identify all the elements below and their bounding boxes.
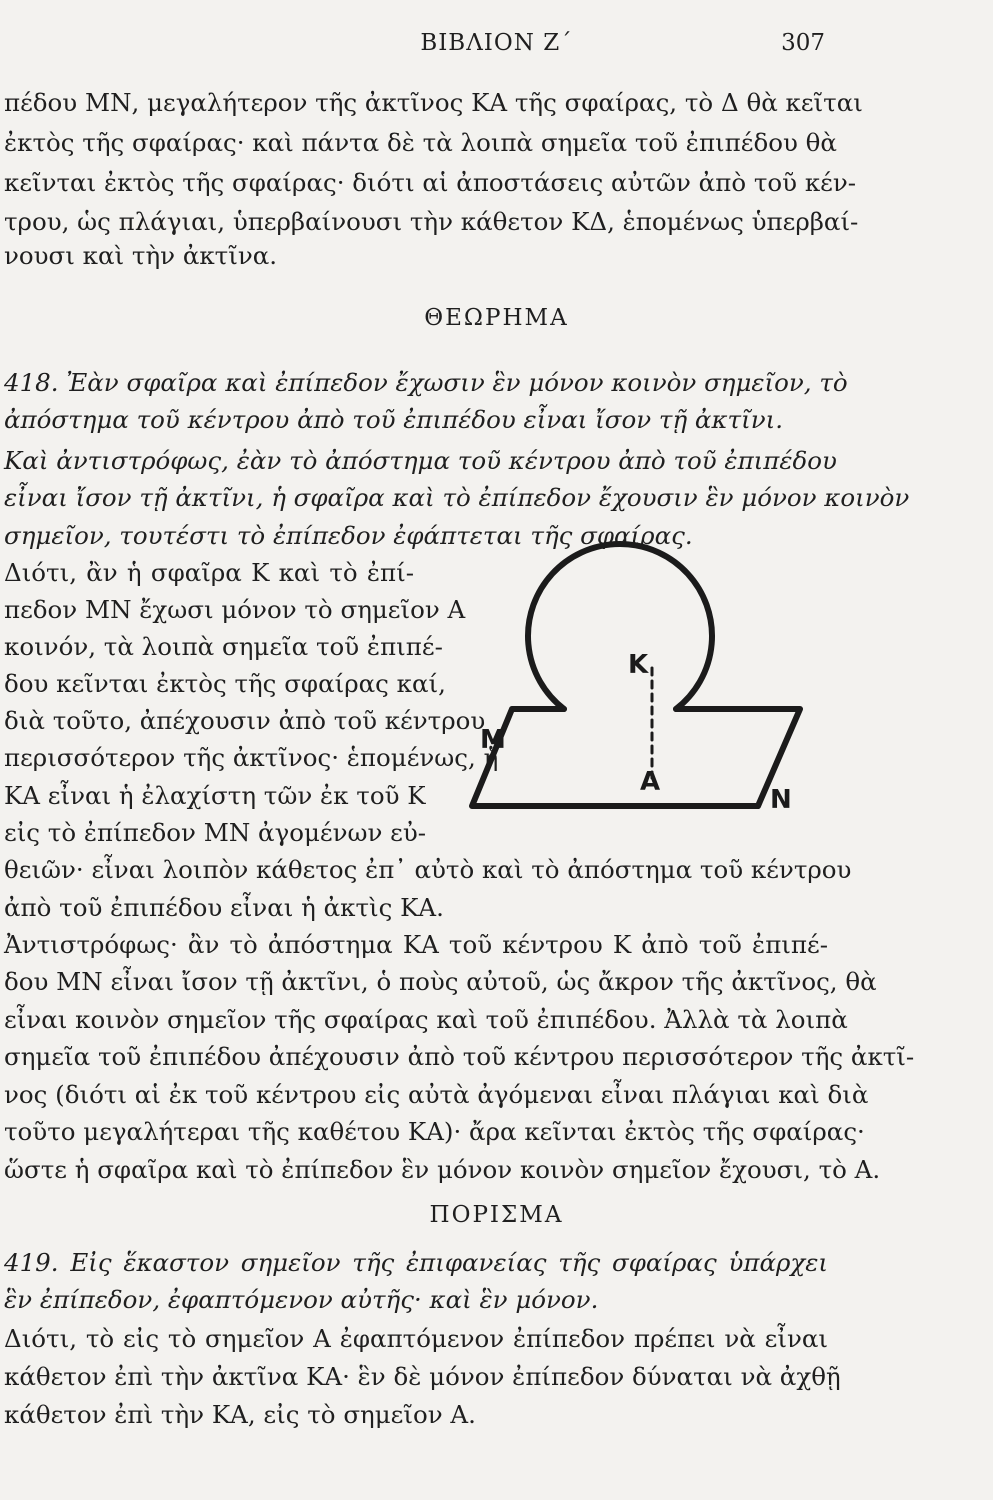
- proof-line: δου κεῖνται ἐκτὸς τῆς σφαίρας καί,: [4, 669, 446, 698]
- running-title: ΒΙΒΛΙΟΝ Ζ΄: [420, 30, 573, 56]
- text-line: ἐκτὸς τῆς σφαίρας· καὶ πάντα δὲ τὰ λοιπὰ σημεῖα τοῦ ἐπιπέδου θὰ: [4, 128, 837, 157]
- proof-line: Διότι, ἂν ἡ σφαῖρα Κ καὶ τὸ ἐπί-: [4, 558, 414, 587]
- plane-outline: [472, 709, 800, 806]
- page-number: 307: [781, 30, 825, 56]
- converse-proof-line: δου ΜΝ εἶναι ἴσον τῇ ἀκτῖνι, ὁ ποὺς αὐτοῦ, ὡς ἄκρον τῆς ἀκτῖνος, θὰ: [4, 967, 877, 996]
- converse-proof-line: τοῦτο μεγαλήτεραι τῆς καθέτου ΚΑ)· ἄρα κεῖνται ἐκτὸς τῆς σφαίρας·: [4, 1117, 865, 1146]
- converse-proof-line: Ἀντιστρόφως· ἂν τὸ ἀπόστημα ΚΑ τοῦ κέντρου Κ ἀπὸ τοῦ ἐπιπέ-: [4, 930, 828, 959]
- figure-svg: [470, 578, 815, 838]
- proof-line: πεδον ΜΝ ἔχωσι μόνον τὸ σημεῖον Α: [4, 595, 466, 624]
- theorem-statement-line: ἀπόστημα τοῦ κέντρου ἀπὸ τοῦ ἐπιπέδου εἶναι ἴσον τῇ ἀκτῖνι.: [4, 405, 783, 434]
- label-m: Μ: [480, 725, 506, 755]
- sphere-outline: [528, 544, 712, 709]
- corollary-proof-line: Διότι, τὸ εἰς τὸ σημεῖον Α ἐφαπτόμενον ἐπίπεδον πρέπει νὰ εἶναι: [4, 1324, 828, 1353]
- text-line: πέδου ΜΝ, μεγαλήτερον τῆς ἀκτῖνος ΚΑ τῆς σφαίρας, τὸ Δ θὰ κεῖται: [4, 88, 863, 117]
- proof-line: διὰ τοῦτο, ἀπέχουσιν ἀπὸ τοῦ κέντρου: [4, 706, 486, 735]
- sphere-tangent-plane-figure: [470, 578, 815, 838]
- label-n: Ν: [770, 785, 792, 815]
- corollary-proof-line: κάθετον ἐπὶ τὴν ἀκτῖνα ΚΑ· ἓν δὲ μόνον ἐπίπεδον δύναται νὰ ἀχθῇ: [4, 1362, 841, 1391]
- proof-line: θειῶν· εἶναι λοιπὸν κάθετος ἐπ᾿ αὐτὸ καὶ τὸ ἀπόστημα τοῦ κέντρου: [4, 855, 852, 884]
- text-line: νουσι καὶ τὴν ἀκτῖνα.: [4, 241, 278, 270]
- theorem-heading: ΘΕΩΡΗΜΑ: [424, 305, 569, 331]
- proof-line: περισσότερον τῆς ἀκτῖνος· ἑπομένως, ἡ: [4, 743, 499, 772]
- theorem-statement-line: 418. Ἐὰν σφαῖρα καὶ ἐπίπεδον ἔχωσιν ἓν μόνον κοινὸν σημεῖον, τὸ: [4, 368, 848, 397]
- text-line: τρου, ὡς πλάγιαι, ὑπερβαίνουσι τὴν κάθετον ΚΔ, ἑπομένως ὑπερβαί-: [4, 207, 859, 236]
- label-k: Κ: [628, 650, 649, 680]
- converse-proof-line: σημεῖα τοῦ ἐπιπέδου ἀπέχουσιν ἀπὸ τοῦ κέντρου περισσότερον τῆς ἀκτῖ-: [4, 1042, 915, 1071]
- text-line: κεῖνται ἐκτὸς τῆς σφαίρας· διότι αἱ ἀποστάσεις αὐτῶν ἀπὸ τοῦ κέν-: [4, 168, 857, 197]
- proof-line: ΚΑ εἶναι ἡ ἐλαχίστη τῶν ἐκ τοῦ Κ: [4, 781, 426, 810]
- corollary-heading: ΠΟΡΙΣΜΑ: [429, 1202, 564, 1228]
- converse-line: εἶναι ἴσον τῇ ἀκτῖνι, ἡ σφαῖρα καὶ τὸ ἐπίπεδον ἔχουσιν ἓν μόνον κοινὸν: [4, 483, 910, 512]
- converse-line: σημεῖον, τουτέστι τὸ ἐπίπεδον ἐφάπτεται τῆς σφαίρας.: [4, 521, 693, 550]
- label-a: Α: [640, 767, 661, 797]
- page-header: [0, 30, 993, 60]
- corollary-statement-line: ἓν ἐπίπεδον, ἐφαπτόμενον αὐτῆς· καὶ ἓν μόνον.: [4, 1285, 599, 1314]
- proof-line: εἰς τὸ ἐπίπεδον ΜΝ ἀγομένων εὐ-: [4, 818, 427, 847]
- converse-proof-line: νος (διότι αἱ ἐκ τοῦ κέντρου εἰς αὐτὰ ἀγόμεναι εἶναι πλάγιαι καὶ διὰ: [4, 1080, 869, 1109]
- converse-line: Καὶ ἀντιστρόφως, ἐὰν τὸ ἀπόστημα τοῦ κέντρου ἀπὸ τοῦ ἐπιπέδου: [4, 446, 837, 475]
- proof-line: κοινόν, τὰ λοιπὰ σημεῖα τοῦ ἐπιπέ-: [4, 632, 443, 661]
- corollary-proof-line: κάθετον ἐπὶ τὴν ΚΑ, εἰς τὸ σημεῖον Α.: [4, 1400, 476, 1429]
- corollary-statement-line: 419. Εἰς ἕκαστον σημεῖον τῆς ἐπιφανείας τῆς σφαίρας ὑπάρχει: [4, 1248, 828, 1277]
- converse-proof-line: ὥστε ἡ σφαῖρα καὶ τὸ ἐπίπεδον ἓν μόνον κοινὸν σημεῖον ἔχουσι, τὸ Α.: [4, 1155, 881, 1184]
- proof-line: ἀπὸ τοῦ ἐπιπέδου εἶναι ἡ ἀκτὶς ΚΑ.: [4, 893, 444, 922]
- converse-proof-line: εἶναι κοινὸν σημεῖον τῆς σφαίρας καὶ τοῦ ἐπιπέδου. Ἀλλὰ τὰ λοιπὰ: [4, 1005, 848, 1034]
